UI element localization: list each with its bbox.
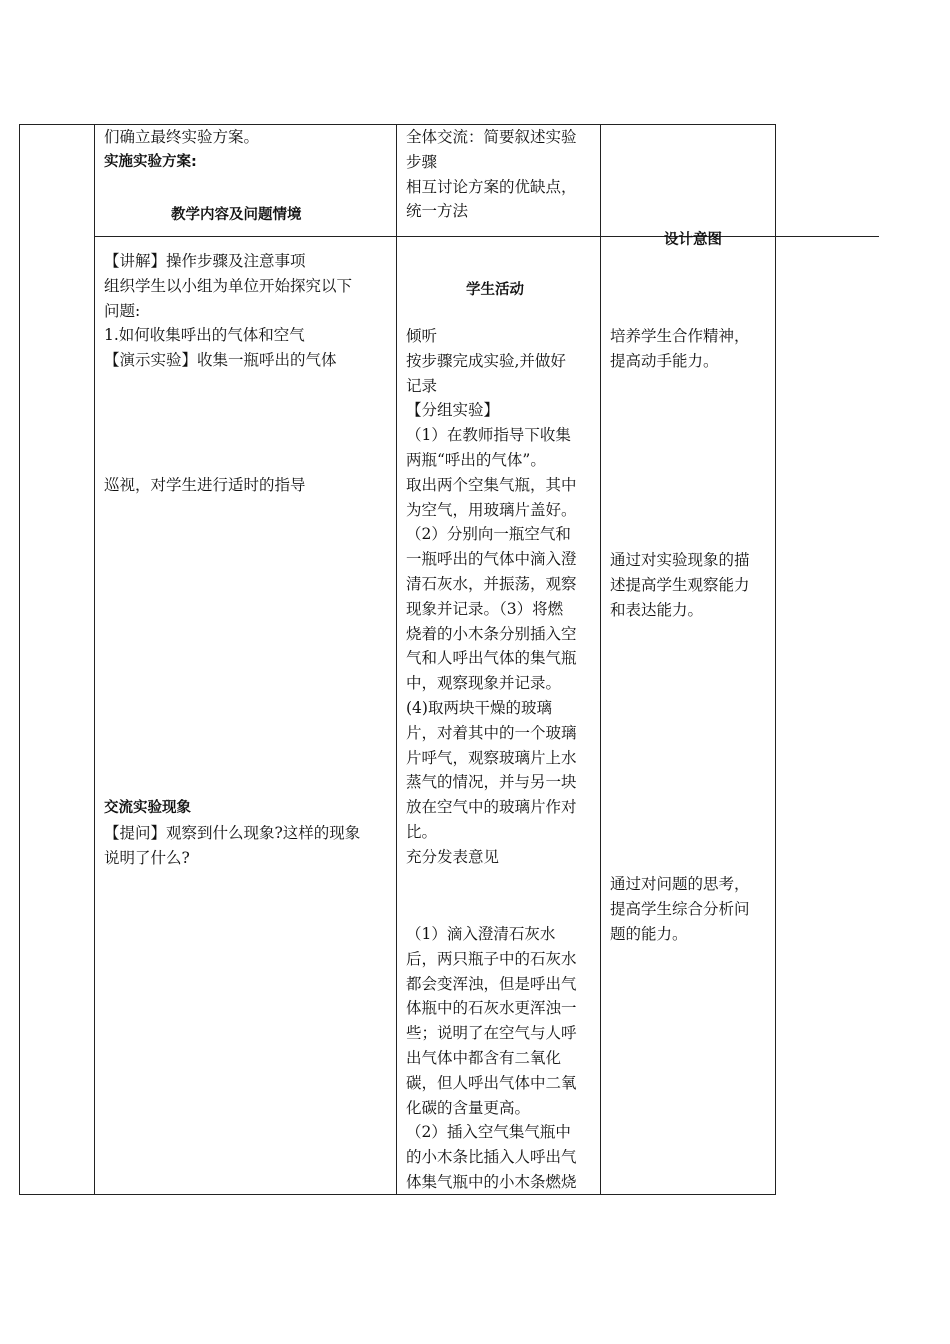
activity-line: 片呼气，观察玻璃片上水 (406, 748, 577, 767)
activity-line: 烧着的小木条分别插入空 (406, 624, 577, 643)
activity-line: 现象并记录。（3）将燃 (406, 599, 564, 618)
activity-line: 化碳的含量更高。 (406, 1098, 531, 1117)
activity-line: （1）在教师指导下收集 (406, 426, 571, 445)
content-cell-c (104, 796, 360, 870)
column-divider-2 (396, 124, 397, 1195)
intent-cell-b (610, 548, 750, 622)
activity-line: 体集气瓶中的小木条燃烧 (406, 1172, 577, 1191)
activity-line: 比。 (406, 822, 438, 841)
intent-cell-a (610, 324, 750, 374)
activity-line: 的小木条比插入人呼出气 (406, 1148, 577, 1167)
activity-line: 都会变浑浊，但是呼出气 (406, 974, 577, 993)
activity-line: 后，两只瓶子中的石灰水 (406, 949, 577, 968)
activity-line: 出气体中都含有二氧化 (406, 1048, 562, 1067)
content-cell-b (104, 473, 306, 498)
content-line: 问题: (104, 301, 141, 320)
exchange-phenomena-heading: 交流实验现象 (104, 800, 191, 816)
top-row-activity-line: 相互讨论方案的优缺点， (406, 177, 577, 196)
content-line: 组织学生以小组为单位开始探究以下 (104, 276, 353, 295)
activity-line: 为空气，用玻璃片盖好。 (406, 500, 577, 519)
activity-line: 放在空气中的玻璃片作对 (406, 798, 577, 817)
activity-line: 清石灰水，并振荡，观察 (406, 574, 577, 593)
activity-line: 充分发表意见 (406, 847, 500, 866)
intent-line: 述提高学生观察能力 (610, 575, 750, 594)
activity-line: 些；说明了在空气与人呼 (406, 1024, 577, 1043)
intent-cell-c (610, 872, 750, 946)
activity-line: 按步骤完成实验,并做好 (406, 351, 566, 370)
header-rule (95, 236, 879, 237)
activity-line: 倾听 (406, 327, 438, 345)
activity-line: 两瓶“呼出的气体”。 (406, 450, 546, 469)
top-row-activity-line: 步骤 (406, 152, 438, 171)
activity-line: （2）插入空气集气瓶中 (406, 1123, 571, 1142)
top-row-activity-cell (406, 125, 577, 224)
activity-line: 一瓶呼出的气体中滴入澄 (406, 550, 577, 569)
table-left-border (19, 124, 20, 1195)
intent-line: 通过对问题的思考， (610, 875, 750, 893)
content-line: 1.如何收集呼出的气体和空气 (104, 326, 305, 345)
activity-line: 片，对着其中的一个玻璃 (406, 723, 577, 742)
activity-line: 蒸气的情况，并与另一块 (406, 773, 577, 792)
intent-line: 和表达能力。 (610, 600, 704, 619)
activity-cell-b (406, 922, 577, 1195)
content-line: 【讲解】操作步骤及注意事项 (104, 252, 306, 270)
intent-line: 提高动手能力。 (610, 351, 719, 370)
table-bottom-border (19, 1194, 776, 1195)
content-line: 巡视，对学生进行适时的指导 (104, 476, 306, 494)
top-row-text: 们确立最终实验方案。 (104, 128, 260, 146)
activity-line: 碳，但人呼出气体中二氧 (406, 1073, 577, 1092)
activity-line: 记录 (406, 376, 438, 395)
content-cell-a (104, 249, 352, 373)
content-line: 【演示实验】收集一瓶呼出的气体 (104, 351, 337, 370)
table-right-border (775, 124, 776, 1195)
top-row-activity-line: 全体交流：简要叙述实验 (406, 128, 577, 146)
activity-line: 气和人呼出气体的集气瓶 (406, 649, 577, 668)
intent-line: 题的能力。 (610, 924, 688, 943)
column-header-content: 教学内容及问题情境 (171, 207, 302, 223)
activity-line: 中，观察现象并记录。 (406, 674, 562, 693)
activity-line: （2）分别向一瓶空气和 (406, 525, 571, 544)
top-row-activity-line: 统一方法 (406, 202, 469, 221)
activity-line: 【分组实验】 (406, 401, 500, 420)
content-line: 【提问】观察到什么现象?这样的现象 (104, 823, 361, 842)
top-row-content-cell (104, 125, 259, 175)
implement-plan-heading: 实施实验方案: (104, 153, 197, 170)
column-header-intent: 设计意图 (664, 232, 722, 248)
intent-line: 通过对实验现象的描 (610, 551, 750, 569)
activity-line: 体瓶中的石灰水更浑浊一 (406, 999, 577, 1018)
intent-line: 提高学生综合分析问 (610, 899, 750, 918)
activity-cell-a (406, 324, 577, 870)
intent-line: 培养学生合作精神， (610, 327, 750, 345)
activity-line: （1）滴入澄清石灰水 (406, 925, 556, 943)
column-header-activity: 学生活动 (466, 282, 524, 298)
activity-line: 取出两个空集气瓶，其中 (406, 475, 577, 494)
column-divider-1 (94, 124, 95, 1195)
column-divider-3 (600, 124, 601, 1195)
content-line: 说明了什么? (104, 848, 190, 867)
activity-line: (4)取两块干燥的玻璃 (406, 698, 552, 717)
